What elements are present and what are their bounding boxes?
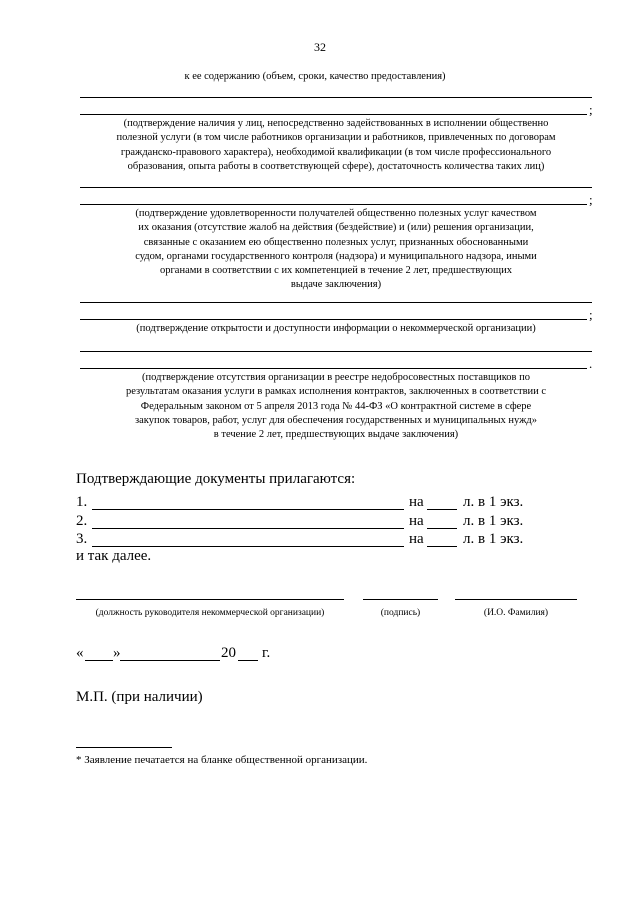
caption-line: выдаче заключения) [290, 279, 382, 291]
continuation-text: к ее содержанию (объем, сроки, качество предоставления) [184, 71, 446, 82]
caption-line: в течение 2 лет, предшествующих выдаче заключения) [213, 429, 459, 441]
stamp-text: М.П. (при наличии) [76, 689, 203, 705]
caption-qualification [80, 117, 592, 174]
item-number: 2. [76, 513, 88, 529]
caption-openness [80, 322, 592, 336]
caption-registry [80, 371, 592, 442]
item-suffix: л. в 1 экз. [463, 513, 524, 529]
document-name-field[interactable] [92, 509, 404, 510]
sheet-count-field[interactable] [427, 546, 457, 547]
signature-field[interactable] [363, 599, 438, 600]
caption-line: закупок товаров, работ, услуг для обеспечения государственных и муниципальных нужд» [135, 414, 537, 426]
name-caption: (И.О. Фамилия) [483, 608, 549, 618]
document-name-field[interactable] [92, 528, 404, 529]
caption-line: Федеральным законом от 5 апреля 2013 года № 44-ФЗ «О контрактной системе в сфере [140, 400, 532, 412]
semicolon: ; [589, 102, 593, 117]
item-on: на [409, 513, 424, 529]
date-close-quote: » [113, 645, 121, 661]
fill-line [80, 351, 592, 352]
signature-caption: (подпись) [380, 608, 421, 618]
caption-line: связанные с оказанием ею общественно полезных услуг, признанных обоснованными [143, 236, 529, 248]
caption-line: результатам оказания услуги в рамках исполнения контрактов, заключенных в соответствии с [125, 386, 547, 398]
date-open-quote: « [76, 645, 84, 661]
and-so-on-text: и так далее. [76, 548, 152, 564]
item-on: на [409, 494, 424, 510]
sheet-count-field[interactable] [427, 528, 457, 529]
fill-line [80, 368, 587, 369]
fill-line [80, 302, 592, 303]
caption-line: (подтверждение отсутствия организации в реестре недобросовестных поставщиков по [142, 372, 530, 383]
fill-line [80, 187, 592, 188]
period: . [589, 356, 593, 371]
caption-line: их оказания (отсутствие жалоб на действия (бездействие) и (или) решения организации, [138, 222, 534, 234]
year-prefix: 20 [221, 645, 236, 661]
day-field[interactable] [85, 660, 113, 661]
fill-line [80, 114, 587, 115]
caption-line: образования, опыта работы в соответствующей сфере), достаточность количества таких лиц) [127, 160, 545, 172]
caption-line: органами в соответствии с их компетенцией в течение 2 лет, предшествующих [159, 265, 512, 277]
footnote-text: * Заявление печатается на бланке общественной организации. [76, 754, 368, 766]
item-suffix: л. в 1 экз. [463, 494, 524, 510]
caption-line: (подтверждение удовлетворенности получателей общественно полезных услуг качеством [135, 208, 537, 219]
item-suffix: л. в 1 экз. [463, 531, 524, 547]
position-field[interactable] [76, 599, 344, 600]
year-field[interactable] [238, 660, 258, 661]
semicolon: ; [589, 192, 593, 207]
item-number: 3. [76, 531, 88, 547]
item-on: на [409, 531, 424, 547]
position-caption: (должность руководителя некоммерческой организации) [95, 608, 325, 618]
item-number: 1. [76, 494, 88, 510]
caption-line: гражданско-правового характера), необходимой квалификации (в том числе профессионального [120, 146, 552, 158]
name-field[interactable] [455, 599, 577, 600]
sheet-count-field[interactable] [427, 509, 457, 510]
year-suffix: г. [262, 645, 271, 661]
caption-line: полезной услуги (в том числе работников организации и работников, привлеченных по договорам [116, 132, 556, 144]
page-number: 32 [314, 40, 326, 54]
semicolon: ; [589, 307, 593, 322]
fill-line [80, 319, 587, 320]
caption-satisfaction [80, 207, 592, 293]
footnote-separator [76, 747, 172, 748]
caption-line: (подтверждение открытости и доступности информации о некоммерческой организации) [136, 323, 536, 334]
caption-line: судом, органами государственного контроля (надзора) и муниципального надзора, иными [135, 250, 537, 262]
fill-line [80, 97, 592, 98]
month-field[interactable] [120, 660, 220, 661]
caption-line: (подтверждение наличия у лиц, непосредственно задействованных в исполнении общественно [123, 118, 549, 129]
documents-heading: Подтверждающие документы прилагаются: [76, 471, 356, 487]
fill-line [80, 204, 587, 205]
